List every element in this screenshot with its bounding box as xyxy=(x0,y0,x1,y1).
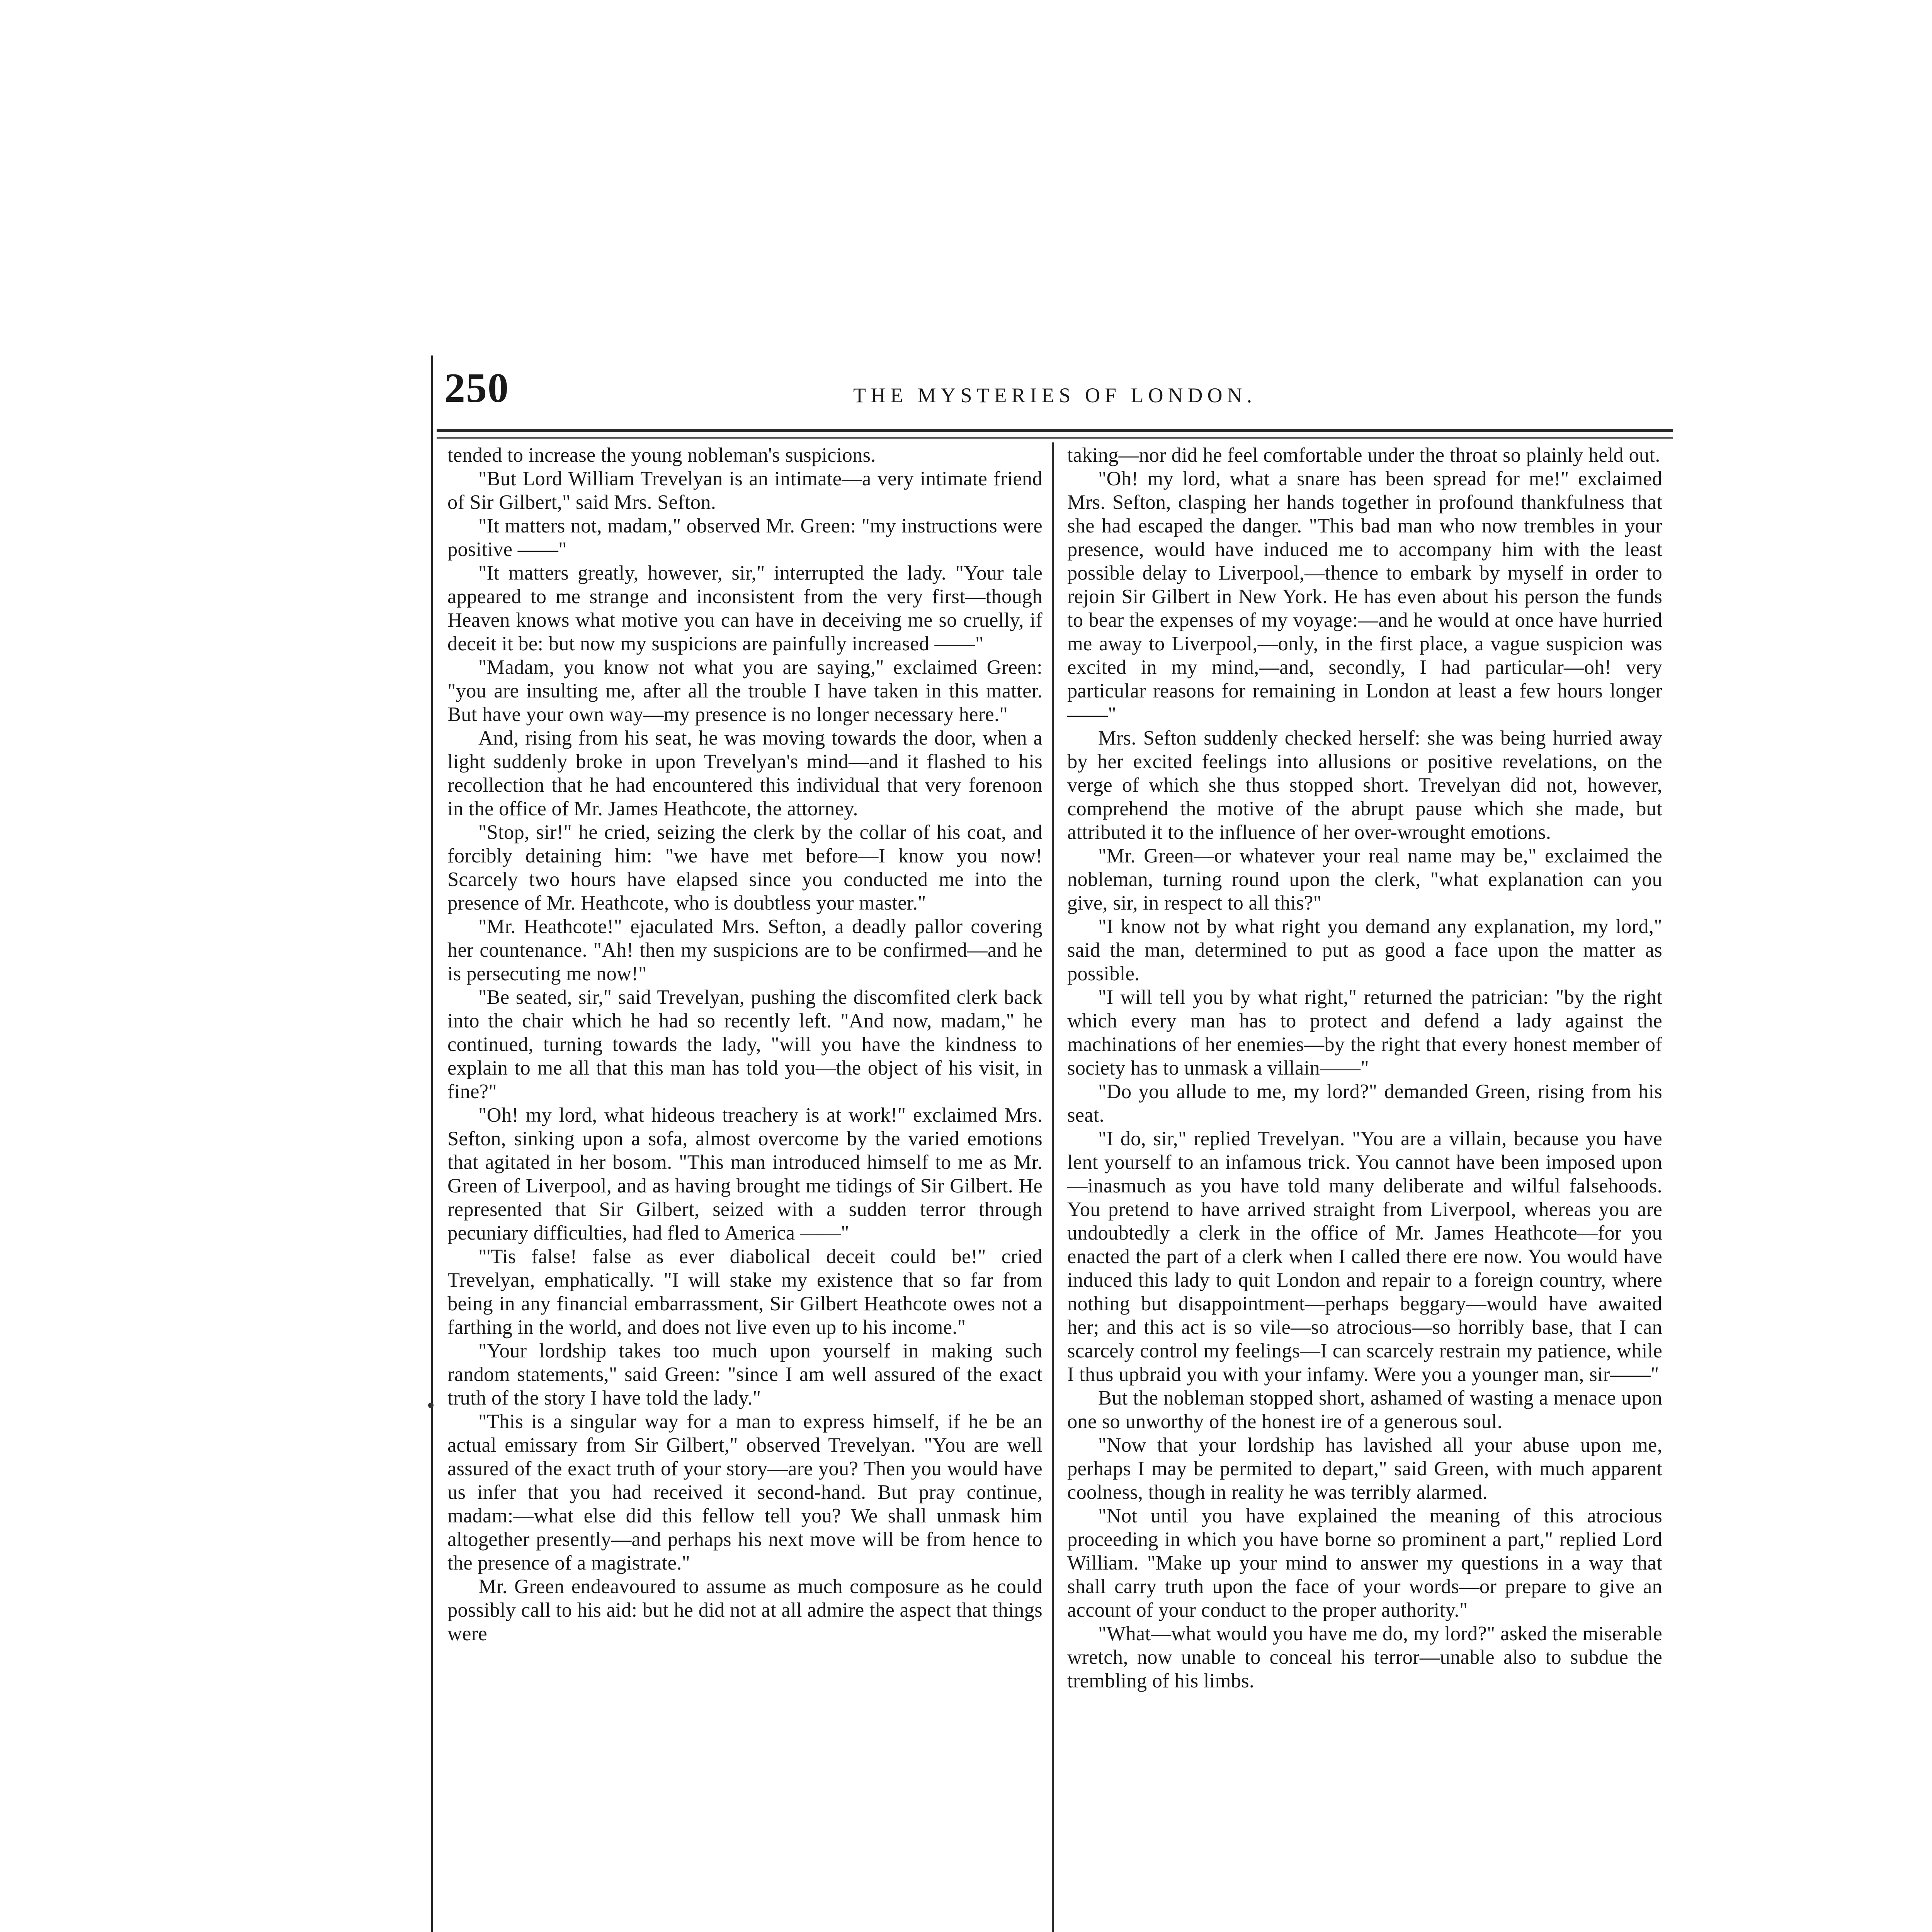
left-margin-rule xyxy=(431,355,433,1932)
paragraph: And, rising from his seat, he was moving towards the door, when a light suddenly broke in upon Trevelyan's mind—and it flashed to his recollection that he had encountered this individual that very forenoon in the office of Mr. James Heathcote, the attorney. xyxy=(447,727,1043,820)
page-number: 250 xyxy=(444,365,509,411)
paragraph: "This is a singular way for a man to express himself, if he be an actual emissary from Sir Gilbert," observed Trevelyan. "You are well assured of the exact truth of your story—are you? Then you would have us infer that you had received it second-hand. But pray continue, madam:—what else did this fellow tell you? We shall unmask him altogether presently—and perhaps his next move will be from hence to the presence of a magistrate." xyxy=(447,1410,1043,1574)
paragraph: "Stop, sir!" he cried, seizing the clerk by the collar of his coat, and forcibly detaining him: "we have met before—I know you now! Scarcely two hours have elapsed since you conducted me into the presence of Mr. Heathcote, who is doubtless your master." xyxy=(447,821,1043,914)
paragraph: "It matters greatly, however, sir," interrupted the lady. "Your tale appeared to me strange and inconsistent from the very first—though Heaven knows what motive you can have in deceiving me so cruelly, if deceit it be: but now my suspicions are painfully increased ——" xyxy=(447,562,1043,655)
paragraph: "Mr. Heathcote!" ejaculated Mrs. Sefton, a deadly pallor covering her countenance. "Ah! then my suspicions are to be confirmed—and he is persecuting me now!" xyxy=(447,915,1043,985)
column-divider xyxy=(1052,442,1054,1932)
paragraph: Mrs. Sefton suddenly checked herself: she was being hurried away by her excited feelings into allusions or positive revelations, on the verge of which she thus stopped short. Trevelyan did not, however, comprehend the motive of the abrupt pause which she made, but attributed it to the influence of her over-wrought emotions. xyxy=(1067,727,1662,844)
paragraph: "I do, sir," replied Trevelyan. "You are a villain, because you have lent yourself to an infamous trick. You cannot have been imposed upon—inasmuch as you have told many deliberate and wilful falsehoods. You pretend to have arrived straight from Liverpool, whereas you are undoubtedly a clerk in the office of Mr. James Heathcote—for you enacted the part of a clerk when I called there ere now. You would have induced this lady to quit London and repair to a foreign country, where nothing but disappointment—perhaps beggary—would have awaited her; and this act is so vile—so atrocious—so horribly base, that I can scarcely control my feelings—I can scarcely restrain my patience, while I thus upbraid you with your infamy. Were you a younger man, sir——" xyxy=(1067,1128,1662,1386)
paragraph: "Be seated, sir," said Trevelyan, pushing the discomfited clerk back into the chair which he had so recently left. "And now, madam," he continued, turning towards the lady, "will you have the kindness to explain to me all that this man has told you—the object of his visit, in fine?" xyxy=(447,986,1043,1103)
paragraph: "Oh! my lord, what hideous treachery is at work!" exclaimed Mrs. Sefton, sinking upon a sofa, almost overcome by the varied emotions that agitated in her bosom. "This man introduced himself to me as Mr. Green of Liverpool, and as having brought me tidings of Sir Gilbert. He represented that Sir Gilbert, seized with a sudden terror through pecuniary difficulties, had fled to America ——" xyxy=(447,1104,1043,1244)
ink-speck xyxy=(428,1403,434,1408)
left-column xyxy=(447,444,1043,1932)
paragraph: "It matters not, madam," observed Mr. Green: "my instructions were positive ——" xyxy=(447,515,1043,561)
paragraph: "I will tell you by what right," returned the patrician: "by the right which every man has to protect and defend a lady against the machinations of her enemies—by the right that every honest member of society has to unmask a villain——" xyxy=(1067,986,1662,1079)
paragraph: tended to increase the young nobleman's suspicions. xyxy=(447,444,876,466)
paragraph: "Madam, you know not what you are saying," exclaimed Green: "you are insulting me, after all the trouble I have taken in this matter. But have your own way—my presence is no longer necessary here." xyxy=(447,656,1043,726)
paragraph: Mr. Green endeavoured to assume as much composure as he could possibly call to his aid: but he did not at all admire the aspect that things were xyxy=(447,1575,1043,1645)
paragraph: taking—nor did he feel comfortable under the throat so plainly held out. xyxy=(1067,444,1660,466)
running-title: THE MYSTERIES OF LONDON. xyxy=(853,384,1257,407)
paragraph: "Mr. Green—or whatever your real name may be," exclaimed the nobleman, turning round upon the clerk, "what explanation can you give, sir, in respect to all this?" xyxy=(1067,845,1662,914)
paragraph: But the nobleman stopped short, ashamed of wasting a menace upon one so unworthy of the honest ire of a generous soul. xyxy=(1067,1387,1662,1433)
paragraph: "Do you allude to me, my lord?" demanded Green, rising from his seat. xyxy=(1067,1080,1662,1126)
paragraph: "Oh! my lord, what a snare has been spread for me!" exclaimed Mrs. Sefton, clasping her hands together in profound thankfulness that she had escaped the danger. "This bad man who now trembles in your presence, would have induced me to accompany him with the least possible delay to Liverpool,—thence to embark by myself in order to rejoin Sir Gilbert in New York. He has even about his person the funds to bear the expenses of my voyage:—and he would at once have hurried me away to Liverpool,—only, in the first place, a vague suspicion was excited in my mind,—and, secondly, I had particular—oh! very particular reasons for remaining in London at least a few hours longer——" xyxy=(1067,468,1662,726)
paragraph: "Not until you have explained the meaning of this atrocious proceeding in which you have borne so prominent a part," replied Lord William. "Make up your mind to answer my questions in a way that shall carry truth upon the face of your words—or prepare to give an account of your conduct to the proper authority." xyxy=(1067,1505,1662,1621)
header-rule-thin xyxy=(437,437,1673,439)
header-rule xyxy=(437,429,1673,432)
paragraph: "Your lordship takes too much upon yourself in making such random statements," said Green: "since I am well assured of the exact truth of the story I have told the lady." xyxy=(447,1340,1043,1409)
book-page xyxy=(437,355,1673,1932)
paragraph: "I know not by what right you demand any explanation, my lord," said the man, determined to put as good a face upon the matter as possible. xyxy=(1067,915,1662,985)
paragraph: "But Lord William Trevelyan is an intimate—a very intimate friend of Sir Gilbert," said Mrs. Sefton. xyxy=(447,468,1043,514)
right-column xyxy=(1067,444,1662,1932)
paragraph: "Now that your lordship has lavished all your abuse upon me, perhaps I may be permited to depart," said Green, with much apparent coolness, though in reality he was terribly alarmed. xyxy=(1067,1434,1662,1503)
paragraph: "'Tis false! false as ever diabolical deceit could be!" cried Trevelyan, emphatically. "I will stake my existence that so far from being in any financial embarrassment, Sir Gilbert Heathcote owes not a farthing in the world, and does not live even up to his income." xyxy=(447,1245,1043,1338)
paragraph: "What—what would you have me do, my lord?" asked the miserable wretch, now unable to conceal his terror—unable also to subdue the trembling of his limbs. xyxy=(1067,1622,1662,1692)
